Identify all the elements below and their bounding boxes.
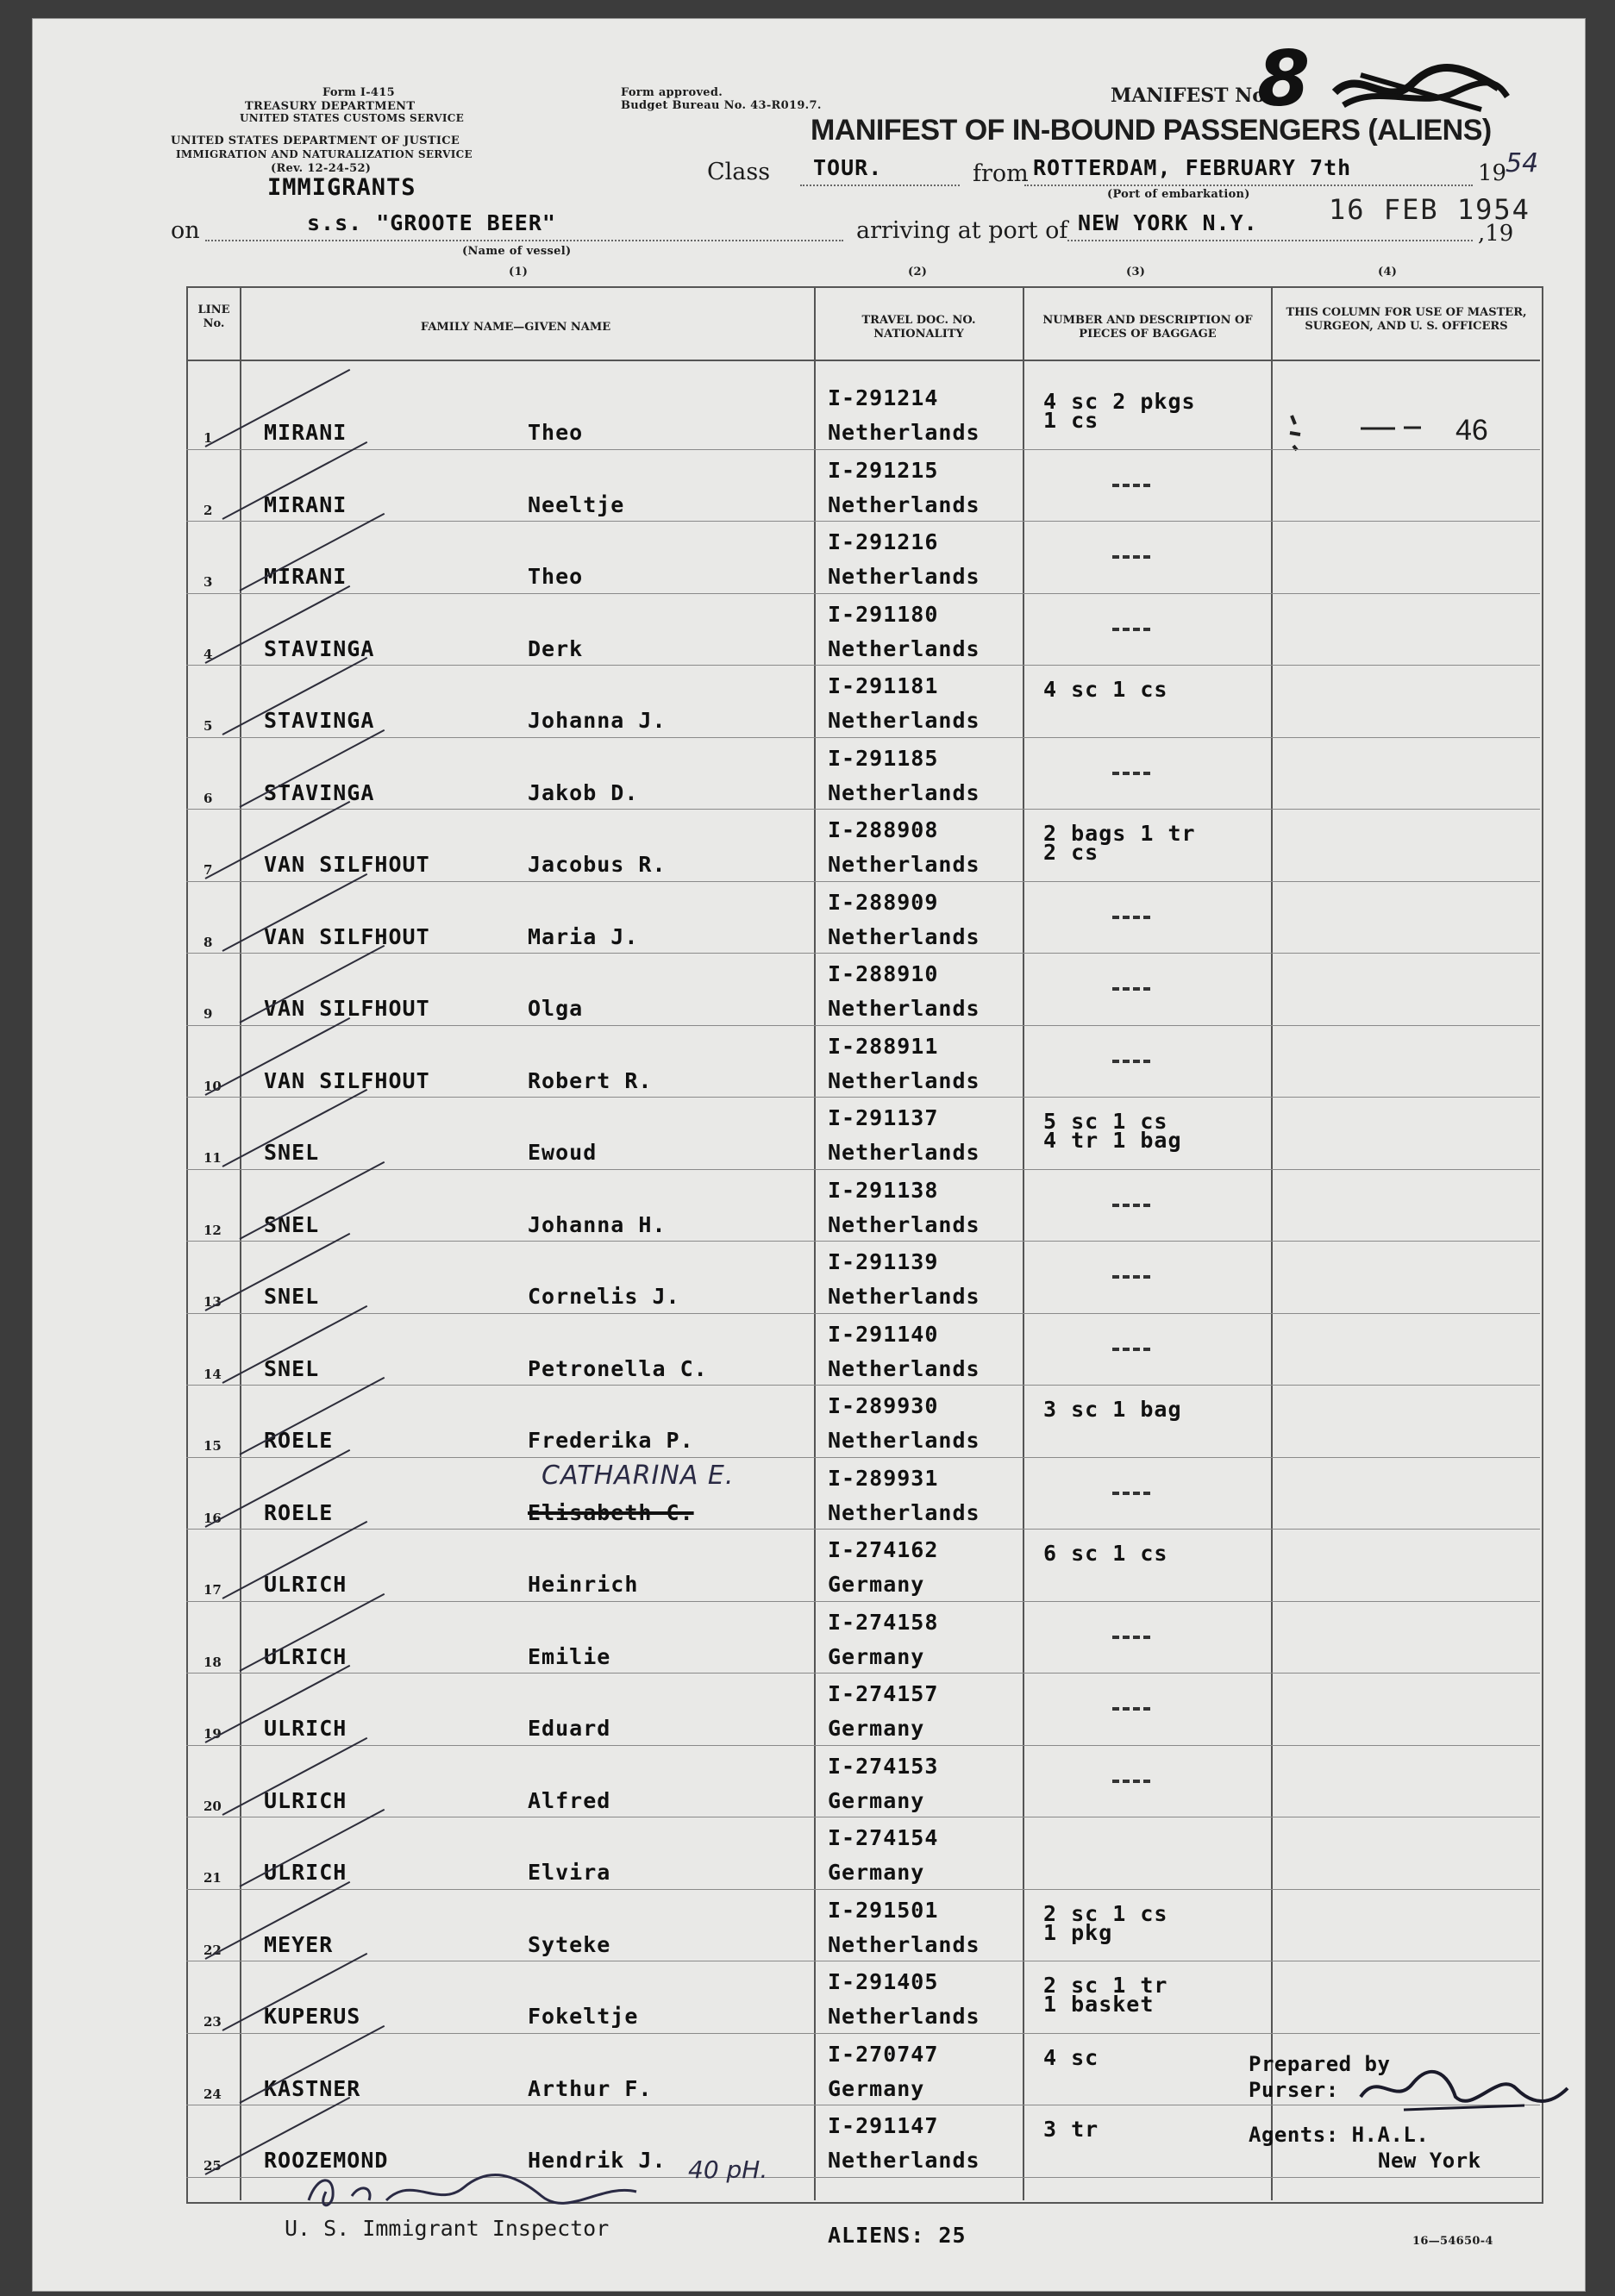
nationality: Netherlands [828,923,980,949]
family-name: ULRICH [264,1572,347,1597]
row-divider [186,1529,1540,1530]
class-label: Class [707,159,771,185]
baggage-line-1: 6 sc 1 cs [1043,1541,1168,1566]
line-number: 18 [203,1654,222,1670]
baggage-line-1: 3 sc 1 bag [1043,1397,1182,1422]
nationality: Netherlands [828,420,980,445]
travel-doc-number: I-291140 [828,1321,939,1347]
row-divider [186,1313,1540,1314]
row-divider [186,1673,1540,1674]
nationality: Netherlands [828,2004,980,2029]
line-number: 11 [203,1150,222,1166]
baggage-dash [1112,1348,1150,1351]
baggage-dash [1112,1492,1150,1495]
line-number: 3 [203,574,213,590]
line-number: 12 [203,1222,222,1238]
baggage-dash [1112,1060,1150,1063]
line-number: 1 [203,430,213,446]
nationality: Netherlands [828,996,980,1021]
baggage-line-1: 5 sc 1 cs [1043,1109,1168,1134]
family-name: VAN SILFHOUT [264,852,430,877]
header-travel-doc: TRAVEL DOC. NO. NATIONALITY [861,314,976,341]
line-number: 5 [203,718,213,734]
year-suffix: ,19 [1478,221,1514,247]
header-baggage: NUMBER AND DESCRIPTION OF PIECES OF BAGGAGE [1042,314,1253,341]
line-number: 19 [203,1726,222,1742]
family-name: KASTNER [264,2075,361,2101]
baggage-line-2: 2 cs [1043,840,1099,865]
nationality: Netherlands [828,852,980,877]
travel-doc-number: I-291501 [828,1897,939,1923]
travel-doc-number: I-291405 [828,1969,939,1994]
family-name: ULRICH [264,1643,347,1669]
line-number: 15 [203,1438,222,1454]
family-name: ROOZEMOND [264,2148,389,2173]
nationality: Germany [828,1860,925,1885]
baggage-dash [1112,1275,1150,1279]
nationality: Netherlands [828,708,980,733]
family-name: MEYER [264,1931,334,1957]
family-name: ULRICH [264,1787,347,1813]
line-number: 20 [203,1798,222,1814]
given-name: Theo [528,564,584,589]
nationality: Netherlands [828,1284,980,1309]
nationality: Germany [828,1716,925,1741]
baggage-dash [1112,1636,1150,1639]
nationality: Netherlands [828,2148,980,2173]
from-label: from [973,160,1029,187]
row-divider [186,449,1540,450]
column-number-3: (3) [1126,266,1146,278]
name-correction-handwritten: CATHARINA E. [541,1461,735,1491]
row-divider [186,881,1540,882]
column-number-4: (4) [1378,266,1398,278]
line-number: 17 [203,1582,222,1598]
nationality: Germany [828,1643,925,1669]
arriving-label: arriving at port of [856,217,1068,244]
row-divider [186,1745,1540,1746]
line-number: 4 [203,646,213,662]
family-name: ROELE [264,1499,334,1525]
line-number: 23 [203,2014,222,2030]
nationality: Netherlands [828,635,980,661]
travel-doc-number: I-288911 [828,1033,939,1059]
on-label: on [171,217,200,244]
nationality: Netherlands [828,564,980,589]
given-name: Emilie [528,1643,611,1669]
manifest-number-label: MANIFEST No. [1111,84,1272,107]
line-number: 16 [203,1510,222,1526]
arrival-underline [1067,240,1473,241]
nationality: Netherlands [828,1211,980,1237]
print-code: 16—54650-4 [1412,2235,1493,2248]
agents-label: Agents: H.A.L. [1249,2123,1430,2147]
family-name: STAVINGA [264,708,375,733]
baggage-line-2: 4 tr 1 bag [1043,1128,1182,1153]
baggage-dash [1112,1707,1150,1711]
given-name: Frederika P. [528,1428,694,1453]
family-name: VAN SILFHOUT [264,923,430,949]
family-name: SNEL [264,1284,320,1309]
line-number: 25 [203,2158,222,2174]
line-number: 9 [203,1006,213,1022]
given-name: Hendrik J. [528,2148,667,2173]
column-divider [814,286,816,2200]
officer-column-marks [1274,398,1447,467]
row-divider [186,1889,1540,1890]
baggage-dash [1112,772,1150,775]
family-name: VAN SILFHOUT [264,1067,430,1093]
travel-doc-number: I-274157 [828,1681,939,1706]
row-divider [186,1457,1540,1458]
baggage-dash [1112,916,1150,919]
family-name: ULRICH [264,1716,347,1741]
travel-doc-number: I-289930 [828,1393,939,1418]
nationality: Netherlands [828,1428,980,1453]
row-divider [186,737,1540,738]
line-number: 10 [203,1078,222,1094]
travel-doc-number: I-291139 [828,1249,939,1274]
department-justice: UNITED STATES DEPARTMENT OF JUSTICE [171,135,460,147]
row-divider [186,1241,1540,1242]
line-number: 22 [203,1942,222,1958]
line-number: 14 [203,1366,222,1382]
column-divider [1023,286,1024,2200]
travel-doc-number: I-288910 [828,961,939,986]
baggage-line-1: 2 bags 1 tr [1043,821,1196,846]
given-name: Petronella C. [528,1355,708,1381]
row-divider [186,1385,1540,1386]
family-name: MIRANI [264,564,347,589]
baggage-line-2: 1 pkg [1043,1919,1113,1945]
nationality: Germany [828,1787,925,1813]
given-name: Fokeltje [528,2004,639,2029]
line-number: 21 [203,1870,222,1886]
travel-doc-number: I-291215 [828,457,939,483]
family-name: MIRANI [264,491,347,517]
travel-doc-number: I-291147 [828,2113,939,2138]
family-name: SNEL [264,1140,320,1165]
purser-signature [1352,2062,1576,2123]
baggage-dash [1112,628,1150,631]
arrival-date-stamp: 16 FEB 1954 [1329,193,1530,226]
family-name: SNEL [264,1355,320,1381]
given-name: Alfred [528,1787,611,1813]
from-underline [1024,185,1473,186]
row-divider [186,1025,1540,1026]
given-name: Robert R. [528,1067,653,1093]
nationality: Netherlands [828,779,980,805]
class-value: TOUR. [813,155,883,180]
row-divider [186,1601,1540,1602]
budget-bureau: Budget Bureau No. 43-R019.7. [621,99,822,112]
given-name: Jacobus R. [528,852,667,877]
family-name: ULRICH [264,1860,347,1885]
vessel-underline [205,240,843,241]
travel-doc-number: I-291138 [828,1177,939,1203]
line-number: 24 [203,2086,222,2102]
travel-doc-number: I-291185 [828,745,939,771]
line-number: 6 [203,790,213,806]
port-embarkation-caption: (Port of embarkation) [1107,188,1250,201]
nationality: Germany [828,1572,925,1597]
travel-doc-number: I-274154 [828,1825,939,1850]
given-name: Cornelis J. [528,1284,680,1309]
given-name: Ewoud [528,1140,598,1165]
nationality: Germany [828,2075,925,2101]
nationality: Netherlands [828,1931,980,1957]
baggage-line-2: 1 basket [1043,1992,1155,2017]
nationality: Netherlands [828,491,980,517]
handwritten-note-row-25: 40 pH. [688,2155,768,2184]
line-number: 8 [203,934,213,950]
class-underline [800,185,960,186]
nationality: Netherlands [828,1140,980,1165]
family-name: MIRANI [264,420,347,445]
year-prefix: 19 [1478,160,1507,186]
row-divider [186,809,1540,810]
baggage-line-1: 4 sc 2 pkgs [1043,389,1196,414]
department-treasury: TREASURY DEPARTMENT [245,100,416,113]
column-divider [240,286,241,2200]
baggage-dash [1112,1780,1150,1783]
baggage-dash [1112,987,1150,991]
travel-doc-number: I-288909 [828,889,939,915]
baggage-line-2: 1 cs [1043,408,1099,433]
header-divider [186,360,1540,361]
travel-doc-number: I-291216 [828,529,939,554]
baggage-line-1: 2 sc 1 tr [1043,1973,1168,1998]
department-customs: UNITED STATES CUSTOMS SERVICE [240,112,465,124]
line-number: 13 [203,1294,222,1310]
travel-doc-number: I-274153 [828,1753,939,1779]
family-name: ROELE [264,1428,334,1453]
row-divider [186,1097,1540,1098]
vessel-caption: (Name of vessel) [462,245,572,258]
column-number-1: (1) [509,266,529,278]
row-divider [186,665,1540,666]
row-divider [186,2033,1540,2034]
travel-doc-number: I-291181 [828,673,939,698]
given-name: Elvira [528,1860,611,1885]
immigrants-label: IMMIGRANTS [267,174,416,201]
purser-label: Purser: [1249,2078,1339,2102]
header-name: FAMILY NAME—GIVEN NAME [420,321,611,334]
column-number-2: (2) [908,266,928,278]
row-divider [186,1169,1540,1170]
officer-column-note: 46 [1455,414,1488,447]
manifest-title: MANIFEST OF IN-BOUND PASSENGERS (ALIENS) [811,114,1492,147]
given-name: Heinrich [528,1572,639,1597]
port-of-embarkation: ROTTERDAM, FEBRUARY 7th [1033,155,1352,180]
travel-doc-number: I-291214 [828,385,939,410]
nationality: Netherlands [828,1499,980,1525]
arrival-port: NEW YORK N.Y. [1078,210,1258,235]
line-number: 2 [203,502,213,518]
header-officers: THIS COLUMN FOR USE OF MASTER, SURGEON, AND U. S. OFFICERS [1286,306,1527,333]
family-name: VAN SILFHOUT [264,996,430,1021]
given-name: Olga [528,996,584,1021]
travel-doc-number: I-291180 [828,601,939,627]
given-name: Elisabeth C. [528,1499,694,1525]
baggage-dash [1112,1204,1150,1207]
form-number: Form I-415 [322,86,395,99]
given-name: Jakob D. [528,779,639,805]
given-name: Theo [528,420,584,445]
travel-doc-number: I-274162 [828,1537,939,1562]
column-divider [1271,286,1273,2200]
inspector-label: U. S. Immigrant Inspector [285,2216,610,2241]
travel-doc-number: I-289931 [828,1465,939,1491]
aliens-total: ALIENS: 25 [828,2223,967,2248]
row-divider [186,953,1540,954]
baggage-dash [1112,484,1150,487]
travel-doc-number: I-274158 [828,1609,939,1635]
manifest-number-value: 8 [1257,34,1311,123]
nationality: Netherlands [828,1067,980,1093]
row-divider [186,521,1540,522]
given-name: Derk [528,635,584,661]
baggage-line-1: 4 sc [1043,2044,1099,2070]
vessel-name: s.s. "GROOTE BEER" [307,210,556,235]
baggage-line-1: 3 tr [1043,2117,1099,2142]
prepared-by-label: Prepared by [1249,2052,1391,2076]
department-immigration: IMMIGRATION AND NATURALIZATION SERVICE [176,148,473,160]
line-number: 7 [203,862,213,878]
year-value: 54 [1505,148,1539,178]
given-name: Maria J. [528,923,639,949]
given-name: Syteke [528,1931,611,1957]
given-name: Arthur F. [528,2075,653,2101]
family-name: STAVINGA [264,779,375,805]
family-name: KUPERUS [264,2004,361,2029]
given-name: Johanna J. [528,708,667,733]
baggage-dash [1112,555,1150,559]
travel-doc-number: I-291137 [828,1105,939,1130]
family-name: SNEL [264,1211,320,1237]
form-revision: (Rev. 12-24-52) [271,162,372,175]
given-name: Eduard [528,1716,611,1741]
manifest-document [33,19,1585,2291]
nationality: Netherlands [828,1355,980,1381]
family-name: STAVINGA [264,635,375,661]
travel-doc-number: I-270747 [828,2041,939,2067]
baggage-line-1: 4 sc 1 cs [1043,677,1168,702]
travel-doc-number: I-288908 [828,817,939,842]
manifest-number-scribble [1326,58,1516,118]
row-divider [186,593,1540,594]
given-name: Johanna H. [528,1211,667,1237]
agents-city: New York [1378,2149,1481,2173]
header-line-no: LINE No. [197,303,230,330]
baggage-line-1: 2 sc 1 cs [1043,1900,1168,1926]
form-approved: Form approved. [621,86,723,99]
given-name: Neeltje [528,491,625,517]
